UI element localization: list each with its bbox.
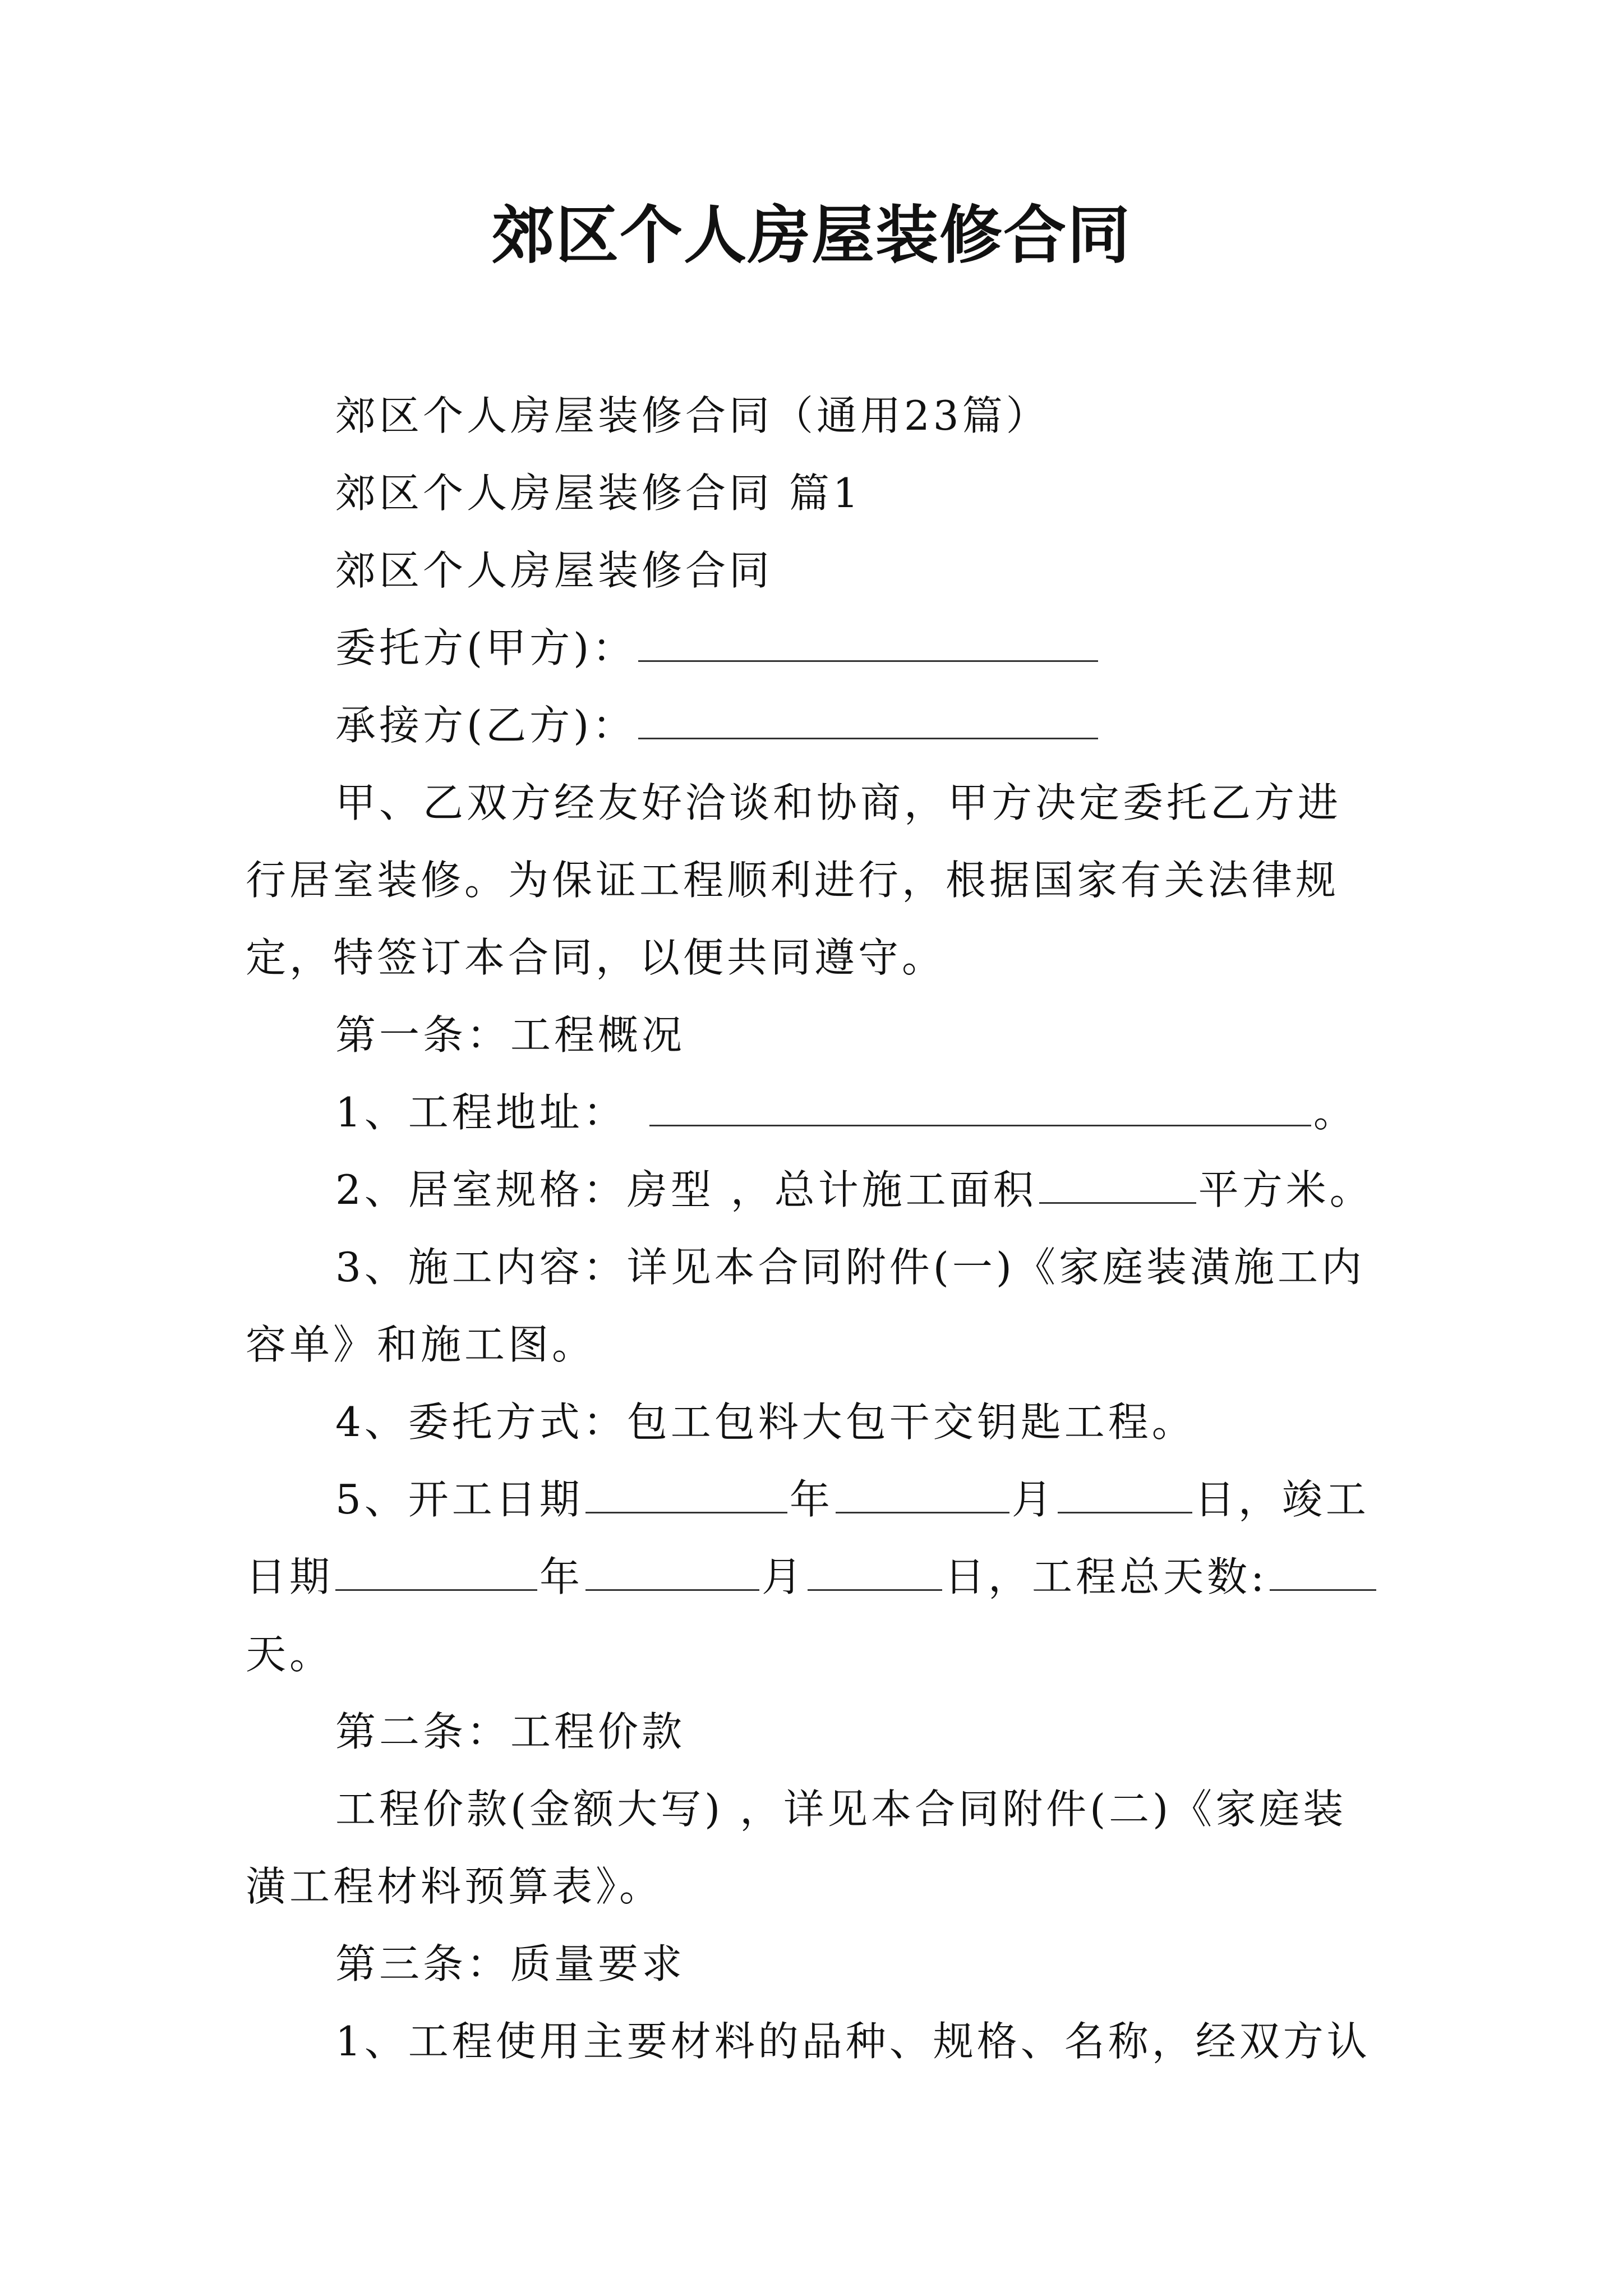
item1-label: 1、工程地址：: [335, 1089, 627, 1136]
item5-start: 5、开工日期: [335, 1476, 583, 1523]
area-blank: [1039, 1167, 1196, 1204]
price-paragraph: 工程价款(金额大写) ，详见本合同附件(二)《家庭装潢工程材料预算表》。: [246, 1786, 1347, 1910]
item5-day2: 日，工程总天数:: [944, 1553, 1268, 1600]
end-year-blank: [335, 1554, 537, 1591]
start-year-blank: [585, 1477, 787, 1513]
address-blank: [649, 1090, 1311, 1126]
document-title: 郊区个人房屋装修合同: [492, 199, 1131, 272]
party-a-label: 委托方(甲方)：: [335, 624, 637, 671]
party-a-line: [246, 609, 1382, 687]
item1-line: [246, 1074, 1382, 1151]
document-body: [246, 377, 1382, 2080]
section1-heading: 第一条：工程概况: [335, 1011, 686, 1059]
item5-month2: 月: [762, 1553, 806, 1600]
item4-paragraph: 4、委托方式：包工包料大包干交钥匙工程。: [335, 1398, 1196, 1446]
item5-year2: 年: [540, 1553, 584, 1600]
party-b-line: [246, 687, 1382, 764]
subtitle: 郊区个人房屋装修合同（通用23篇）: [335, 392, 1050, 439]
item2-line: [246, 1151, 1382, 1228]
section3-heading: 第三条：质量要求: [335, 1940, 686, 1987]
total-days-blank: [1270, 1554, 1376, 1591]
item2-end: 平方米。: [1198, 1166, 1373, 1213]
end-month-blank: [585, 1554, 759, 1591]
end-day-blank: [808, 1554, 942, 1591]
item5-paragraph: [246, 1461, 1382, 1693]
quality-item1: 1、工程使用主要材料的品种、规格、名称，经双方认: [335, 2018, 1371, 2065]
item2-text: 2、居室规格：房型 ，总计施工面积: [335, 1166, 1037, 1213]
contract-name: 郊区个人房屋装修合同: [335, 547, 773, 594]
item5-day-mid: 日，竣工日期: [246, 1476, 1370, 1600]
item5-year: 年: [789, 1476, 833, 1523]
section2-heading: 第二条：工程价款: [335, 1708, 686, 1755]
start-month-blank: [836, 1477, 1009, 1513]
item5-month: 月: [1011, 1476, 1055, 1523]
party-a-blank: [638, 625, 1098, 662]
item3-paragraph: 3、施工内容：详见本合同附件(一)《家庭装潢施工内容单》和施工图。: [246, 1244, 1365, 1368]
item5-end: 天。: [246, 1631, 334, 1678]
party-b-blank: [638, 703, 1098, 739]
article-heading: 郊区个人房屋装修合同 篇1: [335, 470, 862, 517]
party-b-label: 承接方(乙方)：: [335, 702, 637, 749]
start-day-blank: [1058, 1477, 1192, 1513]
intro-paragraph: 甲、乙双方经友好洽谈和协商，甲方决定委托乙方进行居室装修。为保证工程顺利进行，根据国家有关法律规定，特签订本合同，以便共同遵守。: [246, 779, 1342, 981]
item1-end: 。: [1313, 1089, 1357, 1136]
